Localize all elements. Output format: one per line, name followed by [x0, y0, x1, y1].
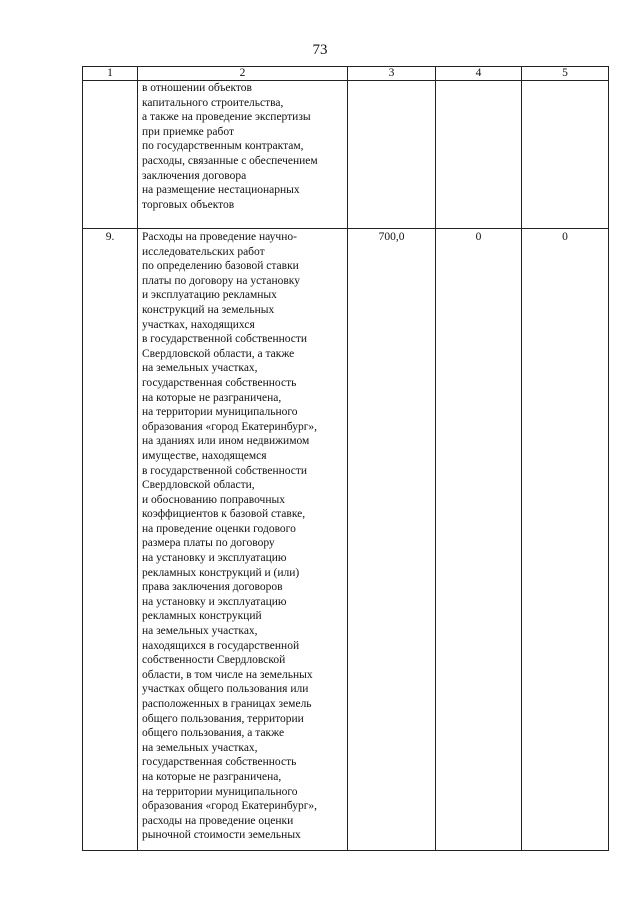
description-line: на земельных участках, — [142, 741, 258, 754]
description-line: на территории муниципального — [142, 785, 298, 798]
description-line: расходы на проведение оценки — [142, 814, 294, 827]
description-line: при приемке работ — [142, 125, 234, 138]
description-line: участках, находящихся — [142, 318, 255, 331]
description-line: государственная собственность — [142, 756, 297, 769]
description-line: общего пользования, территории — [142, 712, 304, 725]
description-line: и эксплуатацию рекламных — [142, 289, 277, 302]
description-line: права заключения договоров — [142, 581, 283, 594]
description-line: на которые не разграничена, — [142, 770, 282, 783]
description-line: образования «город Екатеринбург», — [142, 420, 318, 433]
header-col-3: 3 — [348, 67, 436, 81]
row-9-description-cell — [138, 229, 348, 851]
cont-col5-cell — [522, 81, 609, 229]
description-line: рекламных конструкций — [142, 610, 262, 623]
description-line: на проведение оценки годового — [142, 522, 296, 535]
description-line: коэффициентов к базовой ставке, — [142, 508, 306, 521]
description-line: платы по договору на установку — [142, 274, 300, 287]
description-line: в государственной собственности — [142, 464, 308, 477]
description-line: а также на проведение экспертизы — [142, 111, 311, 124]
description-line: Свердловской области, — [142, 479, 255, 492]
description-line: области, в том числе на земельных — [142, 668, 313, 681]
description-line: конструкций на земельных — [142, 303, 275, 316]
description-line: расходы, связанные с обеспечением — [142, 154, 318, 167]
header-col-1: 1 — [83, 67, 138, 81]
header-col-5: 5 — [522, 67, 609, 81]
description-line: Свердловской области, а также — [142, 347, 295, 360]
description-line: по государственным контрактам, — [142, 140, 304, 153]
description-line: на территории муниципального — [142, 406, 298, 419]
row-9-col5-value: 0 — [522, 229, 609, 851]
description-line: заключения договора — [142, 169, 247, 182]
description-line: на зданиях или ином недвижимом — [142, 435, 310, 448]
page-number: 73 — [312, 42, 328, 58]
description-line: в отношении объектов — [142, 82, 252, 94]
description-line: рыночной стоимости земельных — [142, 829, 301, 842]
description-line: исследовательских работ — [142, 245, 265, 258]
description-line: Расходы на проведение научно- — [142, 231, 297, 243]
budget-table — [82, 66, 609, 851]
description-line: и обоснованию поправочных — [142, 493, 285, 506]
description-line: находящихся в государственной — [142, 639, 300, 652]
description-line: по определению базовой ставки — [142, 260, 299, 273]
description-line: расположенных в границах земель — [142, 698, 312, 710]
description-line: образования «город Екатеринбург», — [142, 800, 318, 813]
description-line: имуществе, находящемся — [142, 449, 267, 462]
description-line: рекламных конструкций и (или) — [142, 566, 300, 579]
cont-col3-cell — [348, 81, 436, 229]
description-line: на установку и эксплуатацию — [142, 595, 287, 608]
description-line: государственная собственность — [142, 376, 297, 389]
table-row-9 — [83, 229, 609, 851]
row-number: 9. — [83, 229, 138, 851]
header-col-4: 4 — [436, 67, 522, 81]
description-line: участках общего пользования или — [142, 683, 309, 696]
header-col-2: 2 — [138, 67, 348, 81]
description-line: размера платы по договору — [142, 537, 275, 550]
description-line: собственности Свердловской — [142, 654, 286, 667]
description-line: на земельных участках, — [142, 362, 258, 375]
table-header-row — [83, 67, 609, 81]
description-line: на размещение нестационарных — [142, 184, 300, 197]
cont-description-cell — [138, 81, 348, 229]
description-line: на которые не разграничена, — [142, 391, 282, 404]
description-line: общего пользования, а также — [142, 727, 285, 740]
description-line: торговых объектов — [142, 198, 235, 211]
description-line: капитального строительства, — [142, 96, 284, 109]
row-9-col4-value: 0 — [436, 229, 522, 851]
cont-col4-cell — [436, 81, 522, 229]
cont-number-cell — [83, 81, 138, 229]
description-line: на установку и эксплуатацию — [142, 552, 287, 565]
description-line: в государственной собственности — [142, 333, 308, 346]
description-line: на земельных участках, — [142, 625, 258, 638]
table-row-continued — [83, 81, 609, 229]
row-9-col3-value: 700,0 — [348, 229, 436, 851]
